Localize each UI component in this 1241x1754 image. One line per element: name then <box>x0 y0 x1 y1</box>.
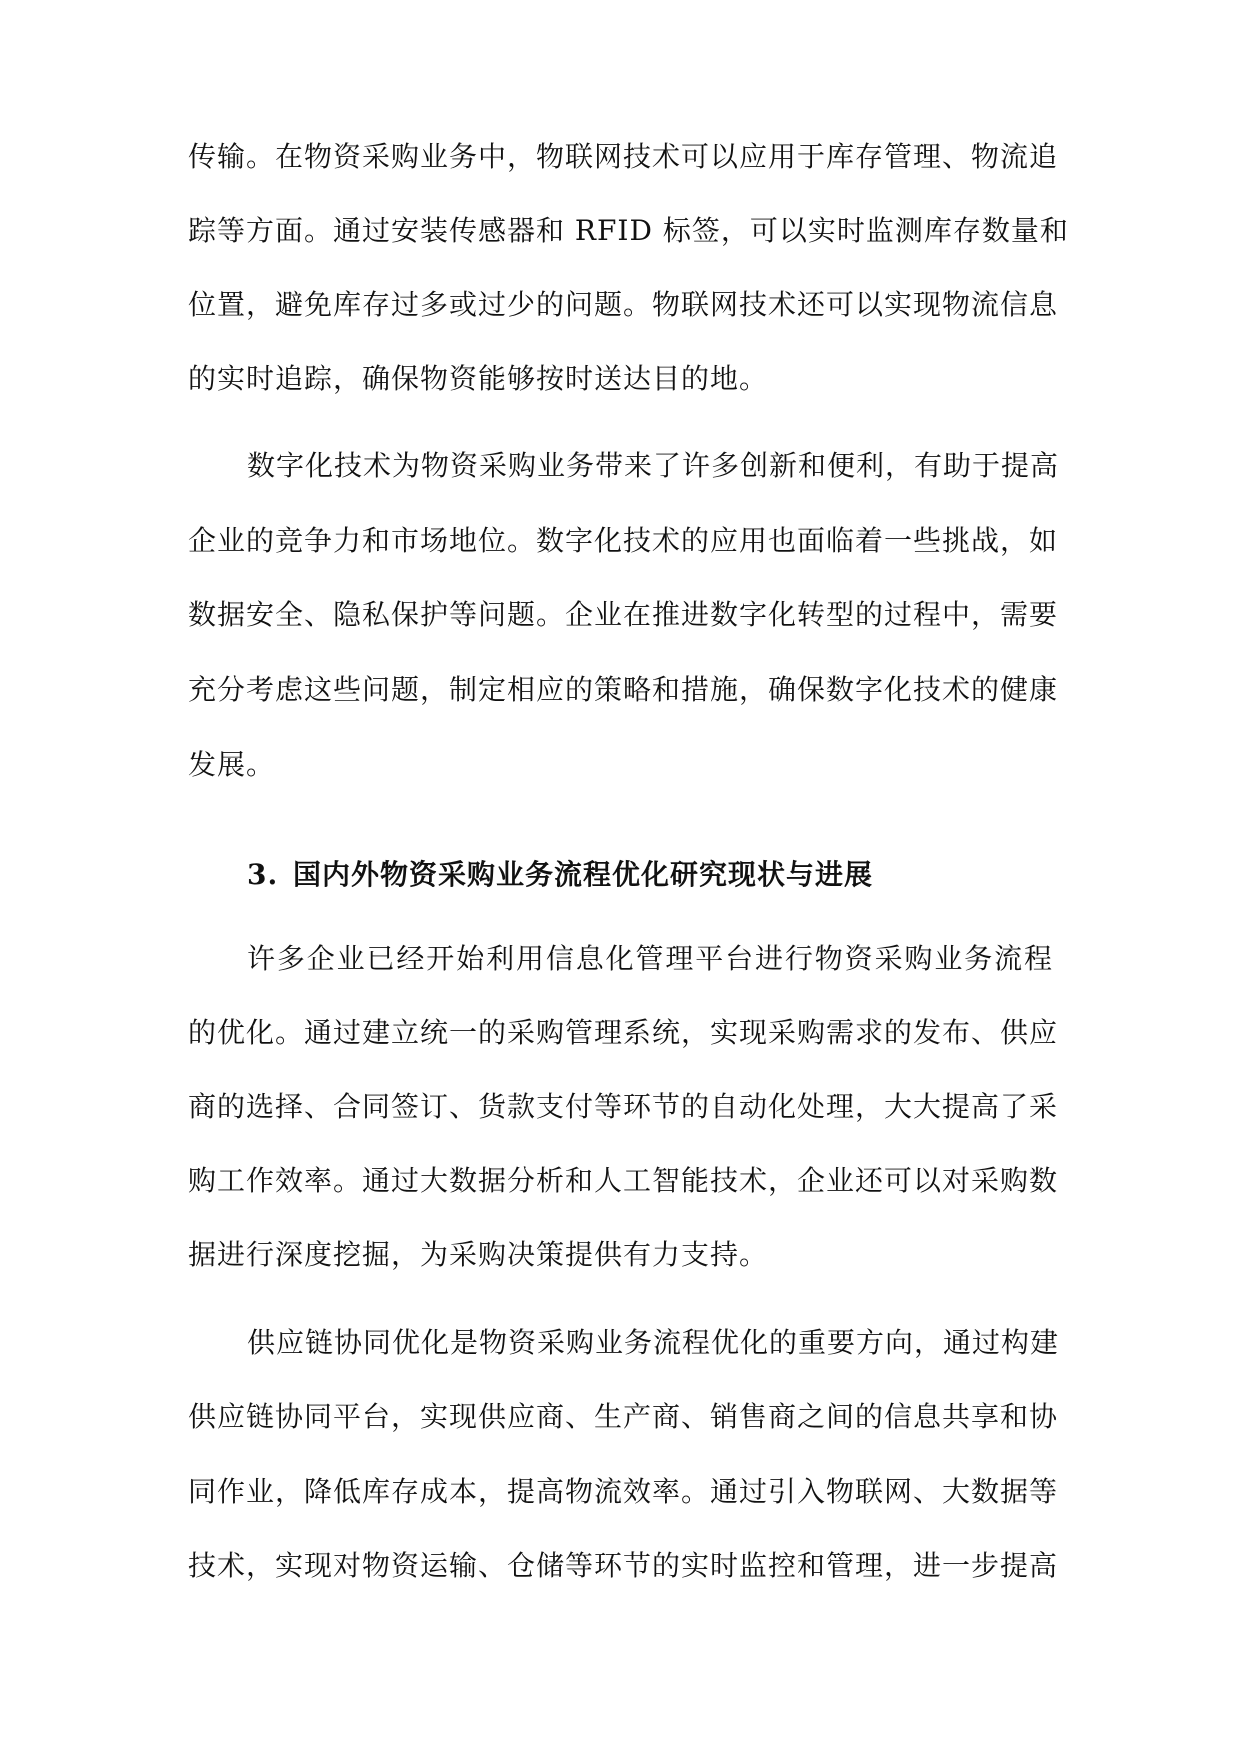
paragraph-1-line-3: 位置，避免库存过多或过少的问题。物联网技术还可以实现物流信息 <box>188 288 1059 321</box>
section-heading <box>247 855 1053 895</box>
paragraph-2-line-1: 数字化技术为物资采购业务带来了许多创新和便利，有助于提高 <box>247 449 1060 482</box>
paragraph-4-line-4: 技术，实现对物资运输、仓储等环节的实时监控和管理，进一步提高 <box>188 1549 1059 1582</box>
paragraph-3-line-3: 商的选择、合同签订、货款支付等环节的自动化处理，大大提高了采 <box>188 1090 1059 1123</box>
paragraph-3-line-5: 据进行深度挖掘，为采购决策提供有力支持。 <box>188 1238 769 1271</box>
paragraph-3-line-4: 购工作效率。通过大数据分析和人工智能技术，企业还可以对采购数 <box>188 1164 1059 1197</box>
paragraph-2-line-2: 企业的竞争力和市场地位。数字化技术的应用也面临着一些挑战，如 <box>188 524 1059 557</box>
paragraph-4-line-3: 同作业，降低库存成本，提高物流效率。通过引入物联网、大数据等 <box>188 1475 1059 1508</box>
paragraph-2-line-3: 数据安全、隐私保护等问题。企业在推进数字化转型的过程中，需要 <box>188 598 1059 631</box>
paragraph-2-line-4: 充分考虑这些问题，制定相应的策略和措施，确保数字化技术的健康 <box>188 673 1059 706</box>
paragraph-3-line-1: 许多企业已经开始利用信息化管理平台进行物资采购业务流程 <box>247 942 1053 975</box>
section-title: 国内外物资采购业务流程优化研究现状与进展 <box>293 858 874 891</box>
paragraph-2-line-5: 发展。 <box>188 748 276 781</box>
paragraph-1-line-1: 传输。在物资采购业务中，物联网技术可以应用于库存管理、物流追 <box>188 140 1059 173</box>
paragraph-3-line-2: 的优化。通过建立统一的采购管理系统，实现采购需求的发布、供应 <box>188 1016 1059 1049</box>
paragraph-4-line-1: 供应链协同优化是物资采购业务流程优化的重要方向，通过构建 <box>247 1326 1060 1359</box>
paragraph-4-line-2: 供应链协同平台，实现供应商、生产商、销售商之间的信息共享和协 <box>188 1400 1059 1433</box>
section-number: 3. <box>247 858 279 891</box>
paragraph-1-line-2: 踪等方面。通过安装传感器和 RFID 标签，可以实时监测库存数量和 <box>188 214 1069 247</box>
paragraph-1-line-4: 的实时追踪，确保物资能够按时送达目的地。 <box>188 362 769 395</box>
